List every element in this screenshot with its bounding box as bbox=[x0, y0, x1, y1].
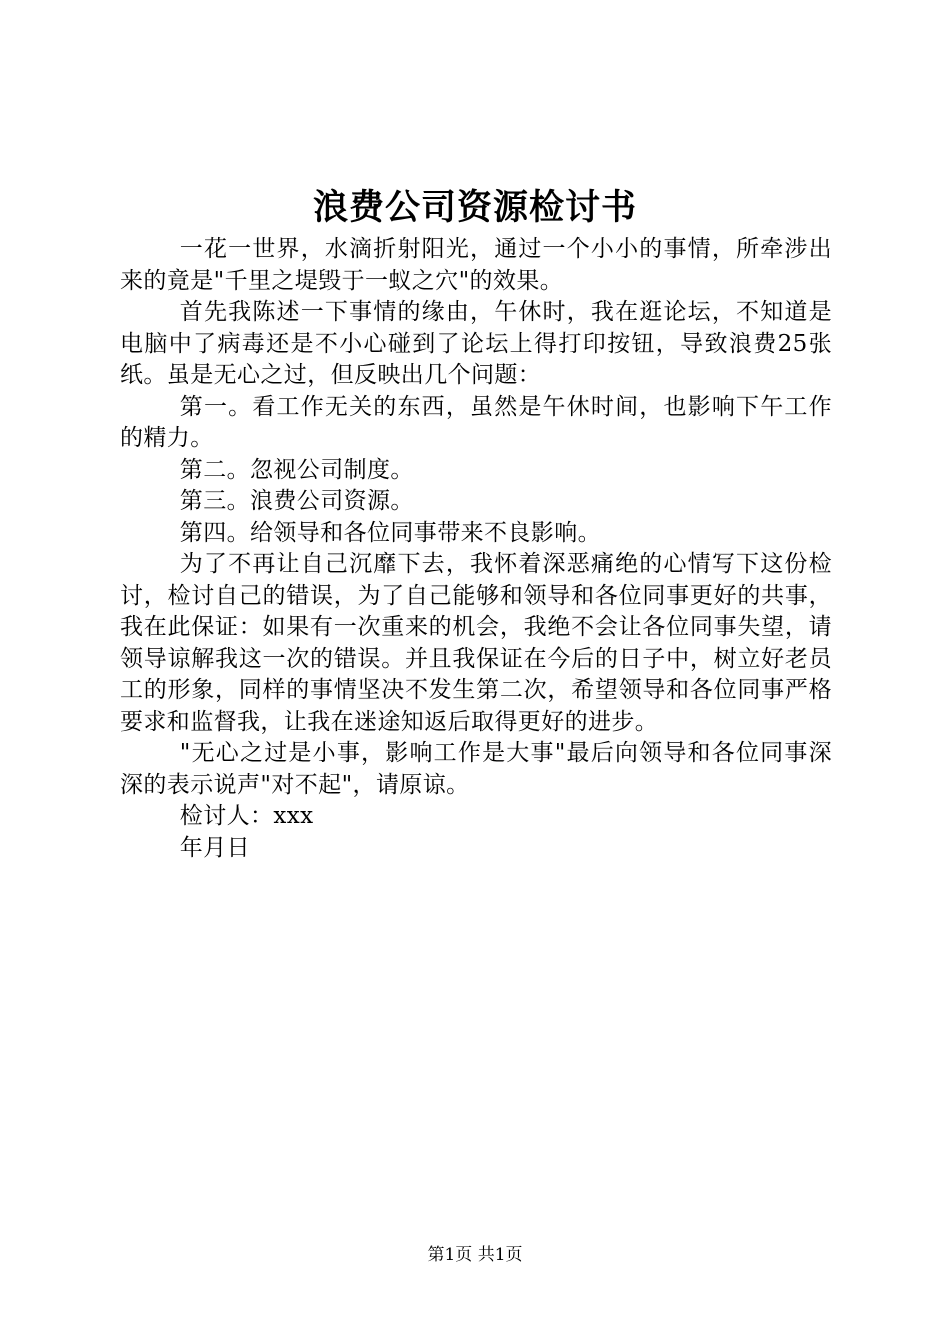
document-body bbox=[120, 234, 832, 864]
signature-line: 检讨人：xxx bbox=[179, 803, 314, 829]
paragraph-point-four: 第四。给领导和各位同事带来不良影响。 bbox=[179, 519, 601, 546]
paragraph-point-one: 第一。看工作无关的东西，虽然是午休时间，也影响下午工作的精力。 bbox=[120, 393, 832, 451]
paragraph-point-three: 第三。浪费公司资源。 bbox=[179, 488, 414, 514]
paragraph-cause: 首先我陈述一下事情的缘由，午休时，我在逛论坛，不知道是电脑中了病毒还是不小心碰到了论坛上得打印按钮，导致浪费25张纸。虽是无心之过，但反映出几个问题： bbox=[120, 299, 832, 388]
document-title: 浪费公司资源检讨书 bbox=[312, 187, 637, 228]
paragraph-apology: "无心之过是小事，影响工作是大事"最后向领导和各位同事深深的表示说声"对不起"，请原谅。 bbox=[120, 740, 832, 798]
paragraph-intro: 一花一世界，水滴折射阳光，通过一个小小的事情，所牵涉出来的竟是"千里之堤毁于一蚁之穴"的效果。 bbox=[120, 236, 832, 294]
date-line: 年月日 bbox=[179, 834, 250, 861]
paragraph-pledge: 为了不再让自己沉靡下去，我怀着深恶痛绝的心情写下这份检讨，检讨自己的错误，为了自己能够和领导和各位同事更好的共事，我在此保证：如果有一次重来的机会，我绝不会让各位同事失望，请领导谅解我这一次的错误。并且我保证在今后的日子中，树立好老员工的形象，同样的事情坚决不发生第二次，希望领导和各位同事严格要求和监督我，让我在迷途知返后取得更好的进步。 bbox=[120, 551, 832, 735]
paragraph-point-two: 第二。忽视公司制度。 bbox=[179, 456, 414, 483]
page-footer: 第1页 共1页 bbox=[427, 1245, 523, 1265]
